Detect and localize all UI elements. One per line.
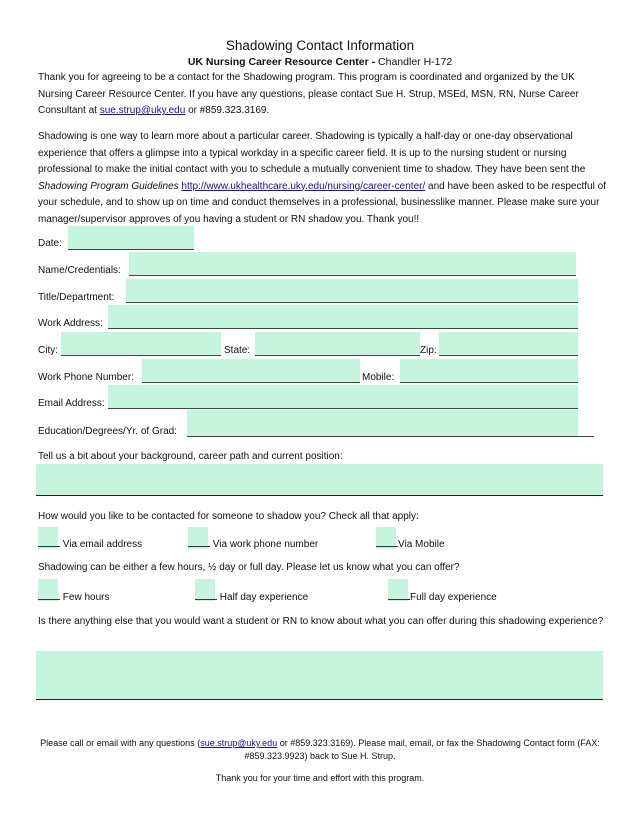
state-label: State:: [224, 345, 251, 356]
footer-email-link[interactable]: sue.strup@uky.edu: [200, 738, 278, 748]
title-label: Title/Department:: [38, 292, 115, 303]
mobile-label: Mobile:: [362, 372, 395, 383]
footer-instructions: Please call or email with any questions (sue.strup@uky.edu or #859.323.3169). Please mail, email, or fax the Shadowing Contact form (FAX: #859.323.9923) back to Sue H. Strup.: [40, 738, 600, 761]
work-phone-label: Work Phone Number:: [38, 372, 134, 383]
org-name: UK Nursing Career Resource Center -: [187, 56, 376, 68]
contact-method-prompt: How would you like to be contacted for someone to shadow you? Check all that apply:: [38, 511, 419, 522]
education-input[interactable]: [187, 410, 578, 436]
education-underline: [187, 436, 594, 437]
page-title: Shadowing Contact Information: [225, 38, 415, 53]
work-phone-input[interactable]: [142, 359, 360, 383]
email-input[interactable]: [108, 385, 578, 409]
email-option: Via email address: [38, 536, 142, 550]
duration-prompt: Shadowing can be either a few hours, ½ day or full day. Please let us know what you can offer?: [38, 562, 460, 573]
background-prompt: Tell us a bit about your background, career path and current position:: [38, 451, 343, 462]
description-paragraph: Shadowing is one way to learn more about a particular career. Shadowing is typically a half-day or one-day observational experience that offers a glimpse into a typical workday in a specific career field. It is up to the nursing student or nursing professional to make the initial contact with you to schedule a mutually convenient time to shadow. They have been sent the Shadowing Program Guidelines http://www.ukhealthcare.uky.edu/nursing/career-center/ and have been asked to be respectful of your schedule, and to show up on time and conduct themselves in a professional, businesslike manner. Please make sure your manager/supervisor approves of you having a student or RN shadow you. Thank you!!: [38, 131, 606, 225]
date-input[interactable]: [68, 226, 194, 250]
intro-paragraph: Thank you for agreeing to be a contact for the Shadowing program. This program is coordinated and organized by the UK Nursing Career Resource Center. If you have any questions, please contact Sue H. Strup, MSEd, MSN, RN, Nurse Career Consultant at sue.strup@uky.edu or #859.323.3169.: [38, 72, 579, 116]
name-credentials-input[interactable]: [129, 252, 576, 276]
education-label: Education/Degrees/Yr. of Grad:: [38, 426, 177, 437]
other-textarea[interactable]: [36, 651, 603, 700]
few-hours-option: Few hours: [38, 589, 109, 603]
zip-input[interactable]: [439, 332, 578, 356]
city-input[interactable]: [61, 332, 221, 356]
date-label: Date:: [38, 238, 62, 249]
background-textarea[interactable]: [36, 464, 603, 496]
half-day-option: Half day experience: [195, 589, 308, 603]
city-label: City:: [38, 345, 58, 356]
mobile-option: Via Mobile: [376, 536, 445, 550]
career-center-link[interactable]: http://www.ukhealthcare.uky.edu/nursing/career-center/: [181, 180, 426, 192]
full-day-option: Full day experience: [388, 589, 497, 603]
name-label: Name/Credentials:: [38, 265, 121, 276]
contact-email-link[interactable]: sue.strup@uky.edu: [99, 105, 186, 116]
other-prompt: Is there anything else that you would want a student or RN to know about what you can offer during this shadowing experience?: [38, 616, 604, 627]
mobile-input[interactable]: [400, 359, 578, 383]
work-phone-option: Via work phone number: [188, 536, 318, 550]
zip-label: Zip:: [420, 345, 437, 356]
work-address-input[interactable]: [108, 305, 578, 329]
org-location: Chandler H-172: [378, 56, 453, 68]
footer-thanks: Thank you for your time and effort with this program.: [215, 773, 425, 783]
guidelines-title: Shadowing Program Guidelines: [38, 180, 179, 192]
work-address-label: Work Address:: [38, 318, 103, 329]
page-subtitle: [0, 56, 640, 68]
email-label: Email Address:: [38, 398, 105, 409]
state-input[interactable]: [255, 332, 420, 356]
title-department-input[interactable]: [126, 279, 578, 303]
